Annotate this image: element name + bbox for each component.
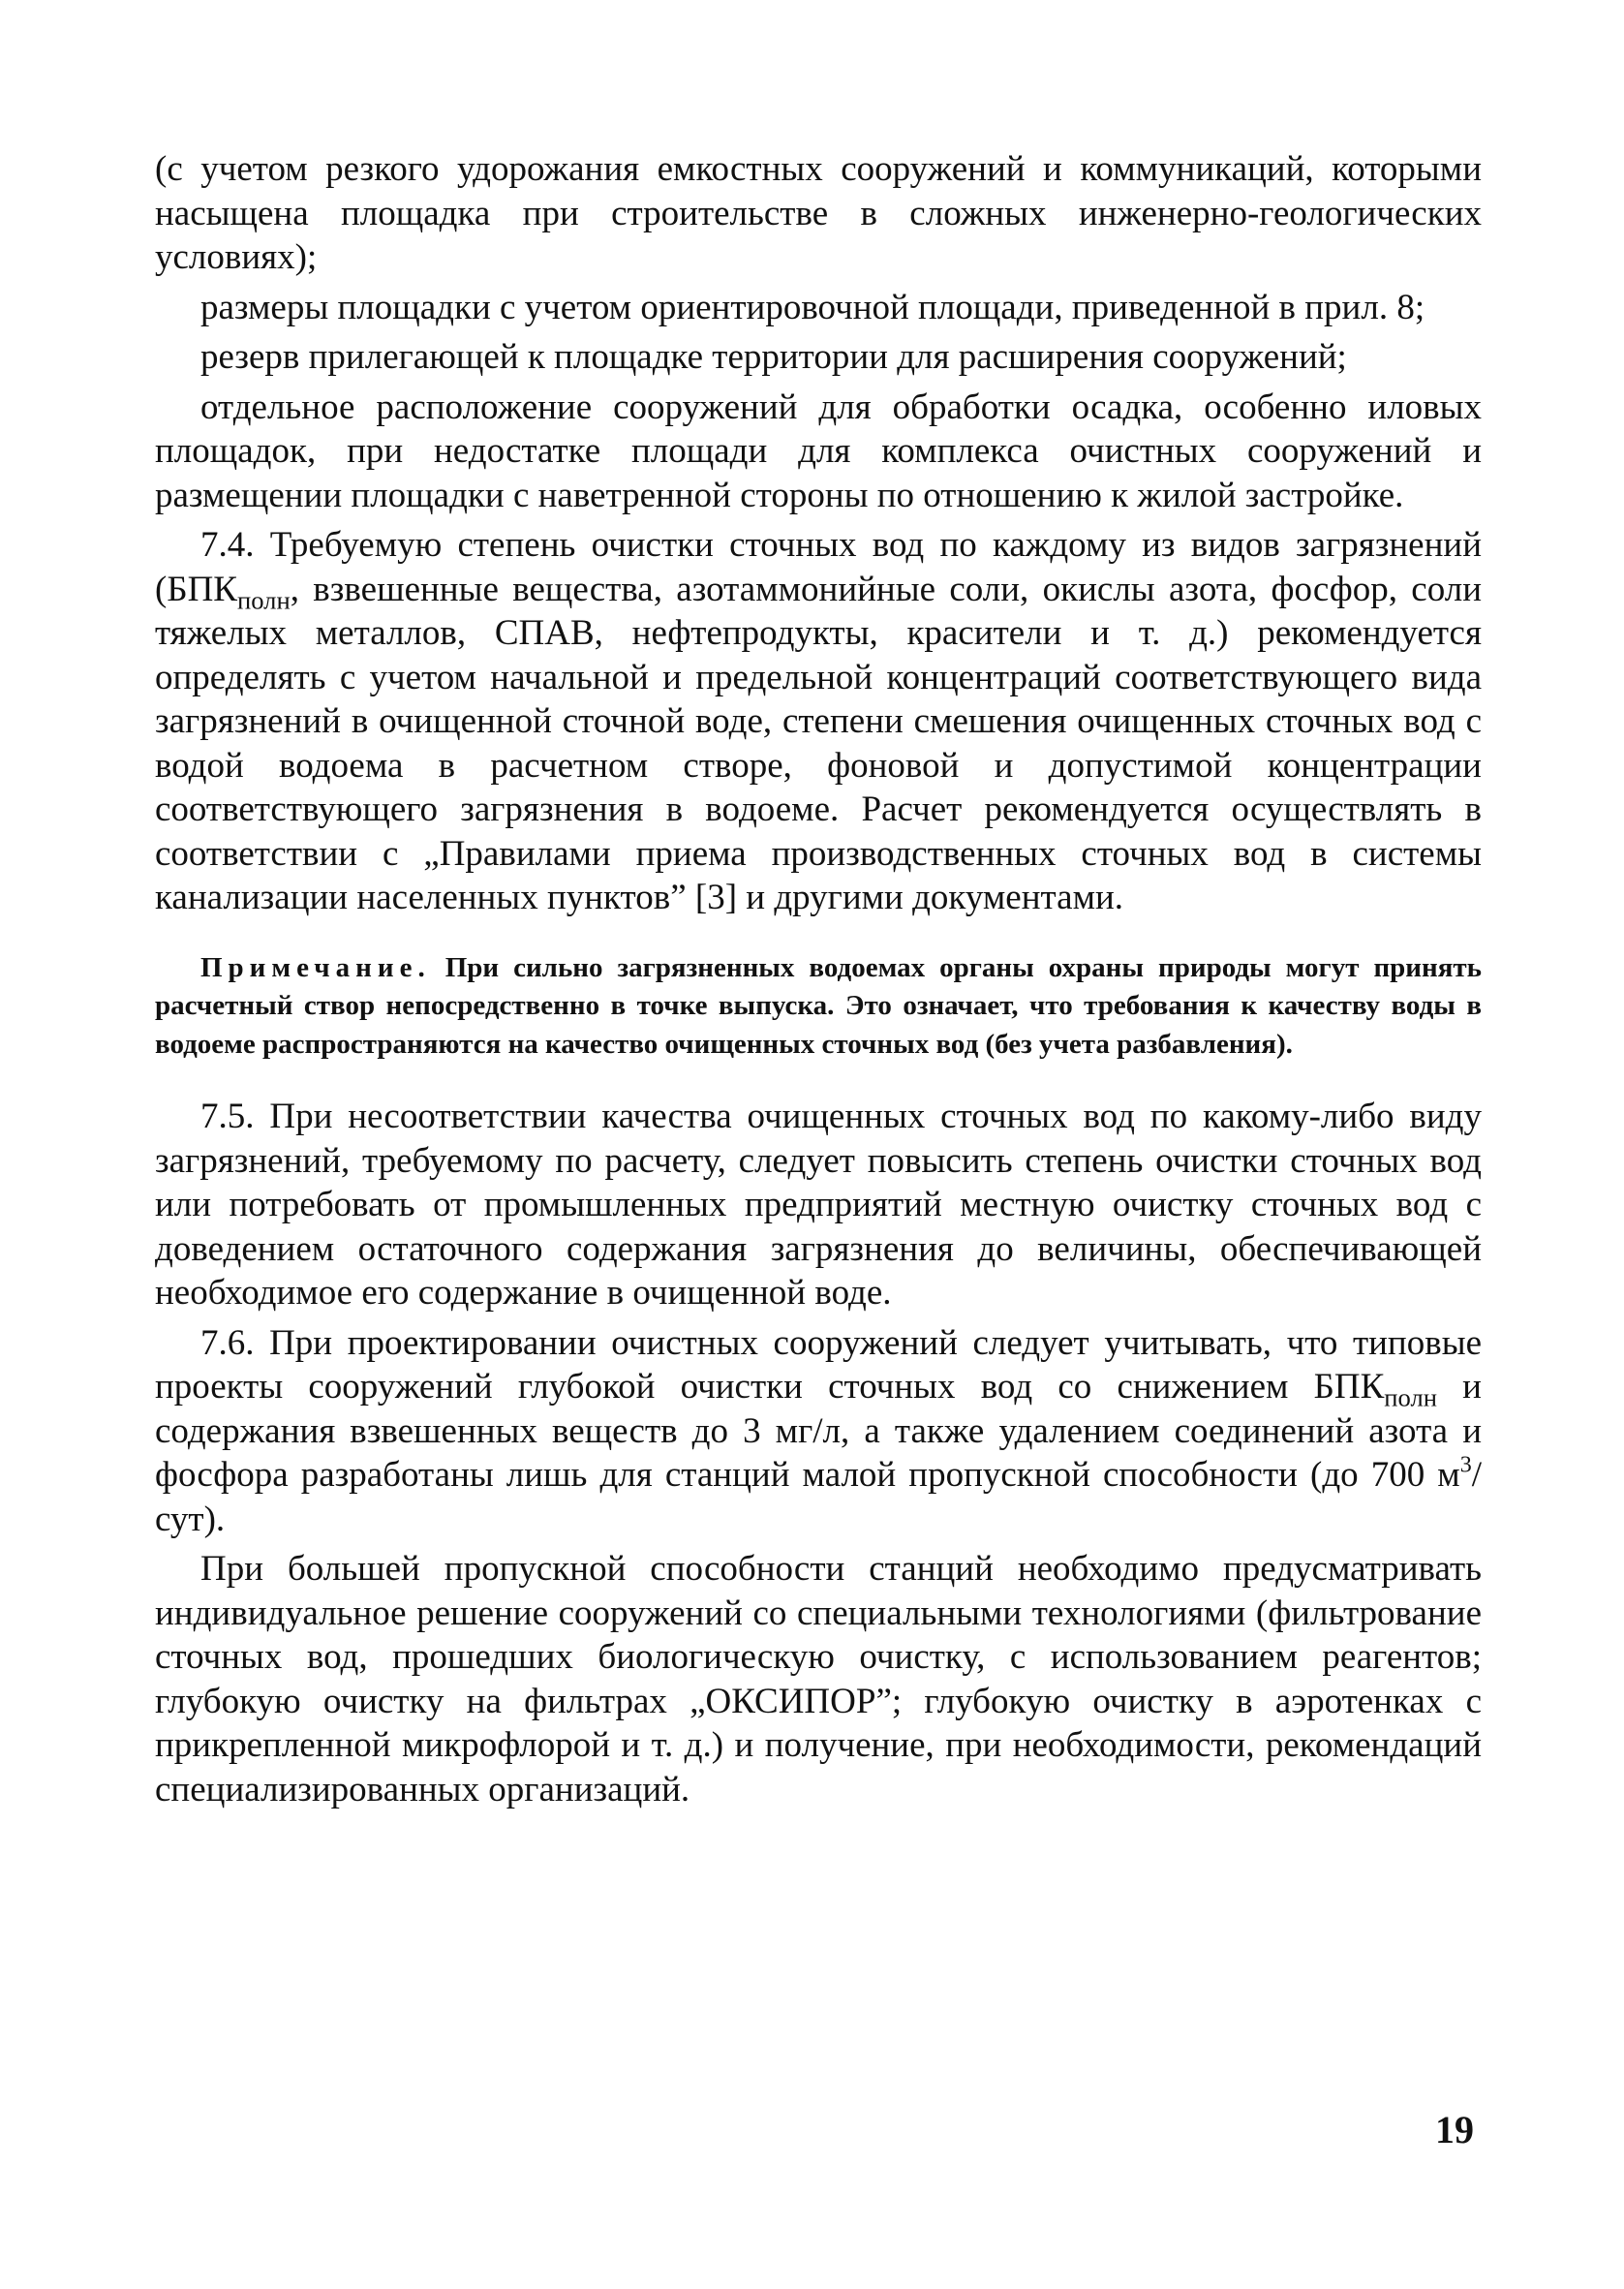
bod-subscript: полн (1384, 1382, 1437, 1412)
paragraph-7-6 (155, 1321, 1482, 1542)
body-text (155, 147, 1482, 1811)
bod-subscript: полн (236, 585, 291, 615)
paragraph-7-4-part-2: , взвешенные вещества, азотаммонийные соли, окислы азота, фосфор, соли тяжелых металлов, СПАВ, нефтепродукты, красители и т. д.) рекомендуется определять с учетом начальной и предельной концентраций соответствующего вида загрязнений в очищенной сточной воде, степени смешения очищенных сточных вод с водой водоема в расчетном створе, фоновой и допустимой концентрации соответствующего загрязнения в водоеме. Расчет рекомендуется осуществлять в соответствии с „Правилами приема производственных сточных вод в системы канализации населенных пунктов” [3] и другими документами. (155, 569, 1482, 917)
paragraph-continuation: (с учетом резкого удорожания емкостных сооружений и коммуникаций, которыми насыщена площадка при строительстве в сложных инженерно-геологических условиях); (155, 149, 1482, 277)
paragraph-site-size: размеры площадки с учетом ориентировочной площади, приведенной в прил. 8; (200, 287, 1425, 327)
note-text: При сильно загрязненных водоемах органы охраны природы могут принять расчетный створ непосредственно в точке выпуска. Это означает, что требования к качеству воды в водоеме распространяются на качество очищенных сточных вод (без учета разбавления). (155, 951, 1482, 1060)
paragraph-7-4 (155, 523, 1482, 920)
paragraph-large-capacity: При большей пропускной способности станций необходимо предусматривать индивидуальное решение сооружений со специальными технологиями (фильтрование сточных вод, прошедших биологическую очистку, с использованием реагентов; глубокую очистку на фильтрах „ОКСИПОР”; глубокую очистку в аэротенках с прикрепленной микрофлорой и т. д.) и получение, при необходимости, рекомендаций специализированных организаций. (155, 1549, 1482, 1810)
note (155, 949, 1482, 1065)
paragraph-7-5: 7.5. При несоответствии качества очищенных сточных вод по какому-либо виду загрязнений, требуемому по расчету, следует повысить степень очистки сточных вод или потребовать от промышленных предприятий местную очистку сточных вод с доведением остаточного содержания загрязнения до величины, обеспечивающей необходимое его содержание в очищенной воде. (155, 1097, 1482, 1313)
paragraph-sludge-facilities: отдельное расположение сооружений для обработки осадка, особенно иловых площадок, при недостатке площади для комплекса очистных сооружений и размещении площадки с наветренной стороны по отношению к жилой застройке. (155, 387, 1482, 515)
paragraph-7-6-part-2: и содержания взвешенных веществ до 3 мг/л, а также удалением соединений азота и фосфора разработаны лишь для станций малой пропускной способности (до 700 м (155, 1367, 1482, 1495)
paragraph-7-4-part-1: 7.4. Требуемую степень очистки сточных вод по каждому из видов загрязнений (БПК (155, 525, 1482, 609)
cubic-superscript: 3 (1459, 1452, 1472, 1478)
paragraph-reserve-territory: резерв прилегающей к площадке территории для расширения сооружений; (200, 337, 1347, 377)
note-label: Примечание. (200, 951, 431, 983)
page-number: 19 (1435, 2108, 1474, 2151)
paragraph-7-6-part-3: /сут). (155, 1455, 1482, 1539)
paragraph-7-6-part-1: 7.6. При проектировании очистных сооружений следует учитывать, что типовые проекты сооружений глубокой очистки сточных вод со снижением БПК (155, 1322, 1482, 1407)
